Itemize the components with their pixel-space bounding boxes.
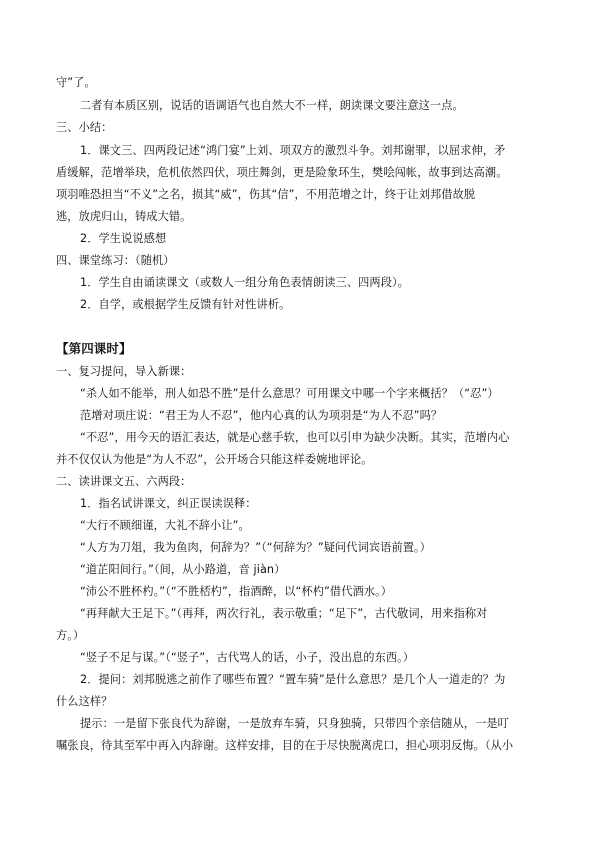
text-line: “道芷阳间行。”（间，从小路道，音 jiàn） bbox=[80, 563, 286, 576]
text-line: 嘱张良，待其至军中再入内辞谢。这样安排，目的在于尽快脱离虎口，担心项羽反悔。（从小 bbox=[56, 739, 514, 752]
text-line: 2．学生说说感想 bbox=[80, 232, 167, 245]
text-line: 并不仅仅认为他是“为人不忍”，公开场合只能这样委婉地评论。 bbox=[56, 453, 373, 466]
text-line: 什么这样？ bbox=[56, 695, 113, 708]
text-line: “沛公不胜杯杓。”（“不胜桮杓”，指酒醉，以“杯杓”借代酒水。） bbox=[80, 585, 393, 598]
text-line: “再拜献大王足下。”（再拜，两次行礼，表示敬重；“足下”，古代敬词，用来指称对 bbox=[80, 607, 488, 620]
text-line: 范增对项庄说：“君王为人不忍”，他内心真的认为项羽是“为人不忍”吗？ bbox=[80, 409, 443, 422]
text-line: “大行不顾细谨，大礼不辞小让”。 bbox=[80, 519, 250, 532]
text-line: 1．课文三、四两段记述“鸿门宴”上刘、项双方的激烈斗争。刘邦谢罪，以屈求伸，矛 bbox=[80, 144, 506, 157]
text-line: 方。） bbox=[56, 629, 85, 642]
section-heading: 四、课堂练习：（随机） bbox=[56, 254, 175, 267]
section-heading: 一、复习提问，导入新课： bbox=[56, 365, 192, 378]
text-line: “杀人如不能举，刑人如恐不胜”是什么意思？可用课文中哪一个字来概括？（“忍”） bbox=[80, 387, 499, 400]
text-line: “竖子不足与谋。”（“竖子”，古代骂人的话，小子，没出息的东西。） bbox=[80, 651, 415, 664]
text-line: “不忍”，用今天的语汇表达，就是心慈手软，也可以引申为缺少决断。其实，范增内心 bbox=[80, 431, 510, 444]
lesson-title: 【第四课时】 bbox=[56, 341, 132, 356]
text-line: 2．提问：刘邦脱逃之前作了哪些布置？“置车骑”是什么意思？是几个人一道走的？为 bbox=[80, 673, 506, 686]
text-line: 守”了。 bbox=[56, 76, 96, 89]
text-line: 项羽唯恐担当“不义”之名，损其“威”，伤其“信”，不用范增之计，终于让刘邦借故脱 bbox=[56, 188, 476, 201]
text-line: “人方为刀俎，我为鱼肉，何辞为？”（“何辞为？”疑问代词宾语前置。） bbox=[80, 541, 432, 554]
section-heading: 二、读讲课文五、六两段： bbox=[56, 475, 192, 488]
text-line: 盾缓解，范增举玦，危机依然四伏，项庄舞剑，更是险象环生，樊哙闯帐，故事到达高潮。 bbox=[56, 166, 508, 179]
text-line: 二者有本质区别，说话的语调语气也自然大不一样，朗读课文要注意这一点。 bbox=[80, 99, 464, 112]
section-heading: 三、小结： bbox=[56, 121, 113, 134]
text-line: 1．学生自由诵读课文（或数人一组分角色表情朗读三、四两段）。 bbox=[80, 276, 409, 289]
text-line: 1．指名试讲课文，纠正误读误释： bbox=[80, 497, 257, 510]
text-line: 2．自学，或根据学生反馈有针对性讲析。 bbox=[80, 298, 291, 311]
text-line: 逃，放虎归山，铸成大错。 bbox=[56, 210, 192, 223]
text-line: 提示：一是留下张良代为辞谢，一是放弃车骑，只身独骑，只带四个亲信随从，一是叮 bbox=[80, 717, 509, 730]
